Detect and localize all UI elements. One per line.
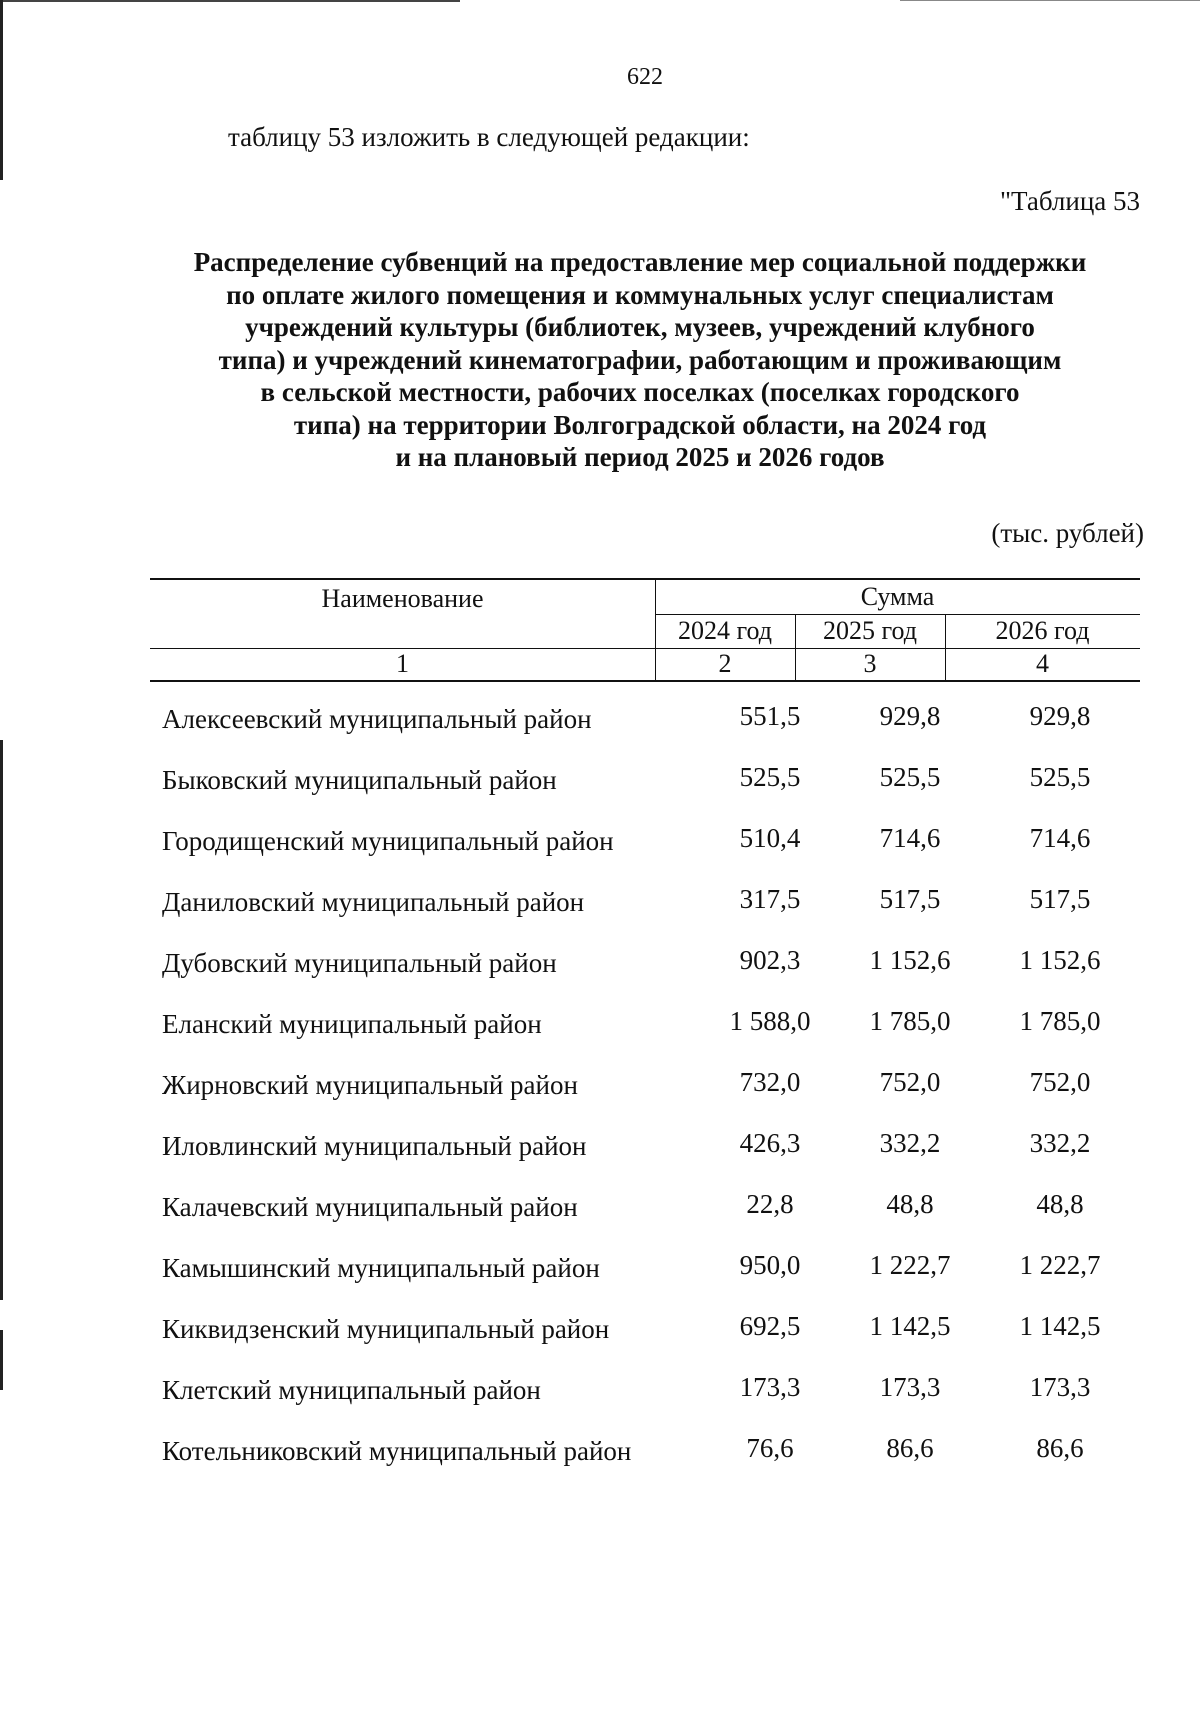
row-value-2024: 732,0: [739, 1067, 801, 1097]
row-value-2026: 1 152,6: [1019, 945, 1101, 975]
row-value-2026: 86,6: [1036, 1433, 1084, 1463]
row-value-2024: 173,3: [739, 1372, 801, 1402]
table-row: [150, 1189, 1140, 1232]
header-year-2024: 2024 год: [678, 616, 772, 645]
heading-line: в сельской местности, рабочих поселках (поселках городского: [260, 377, 1020, 407]
row-district-name: Котельниковский муниципальный район: [162, 1436, 632, 1466]
scan-edge-top: [0, 0, 460, 2]
row-district-name: Даниловский муниципальный район: [162, 887, 585, 917]
row-value-2024: 510,4: [739, 823, 801, 853]
row-district-name: Быковский муниципальный район: [162, 765, 557, 795]
row-district-name: Калачевский муниципальный район: [162, 1192, 578, 1222]
table-row: [150, 1006, 1140, 1049]
table-row: [150, 823, 1140, 866]
header-name: Наименование: [321, 584, 484, 613]
units-label: (тыс. рублей): [991, 518, 1144, 548]
row-value-2026: 332,2: [1029, 1128, 1091, 1158]
table-row: [150, 1128, 1140, 1171]
row-value-2025: 1 142,5: [869, 1311, 951, 1341]
row-value-2025: 525,5: [879, 762, 941, 792]
row-value-2024: 551,5: [739, 701, 801, 731]
scan-edge-left-lower: [0, 1330, 3, 1390]
row-value-2024: 1 588,0: [729, 1006, 811, 1036]
row-district-name: Жирновский муниципальный район: [162, 1070, 578, 1100]
row-value-2026: 173,3: [1029, 1372, 1091, 1402]
row-value-2025: 86,6: [886, 1433, 934, 1463]
heading-line: по оплате жилого помещения и коммунальных услуг специалистам: [226, 279, 1054, 310]
table-row: [150, 762, 1140, 805]
column-number-4: 4: [1036, 649, 1049, 678]
row-value-2026: 752,0: [1029, 1067, 1091, 1097]
table-row: [150, 1311, 1140, 1354]
column-number-3: 3: [863, 649, 877, 678]
table-row: [150, 701, 1140, 744]
column-number-1: 1: [396, 649, 409, 678]
header-sum: Сумма: [860, 582, 935, 611]
table-header: [150, 578, 1140, 686]
header-sum-rule: [655, 614, 1140, 615]
table-heading: [150, 246, 1130, 474]
header-year-2025: 2025 год: [823, 616, 917, 645]
row-value-2024: 22,8: [746, 1189, 794, 1219]
intro-text: таблицу 53 изложить в следующей редакции:: [228, 122, 750, 152]
row-value-2026: 1 142,5: [1019, 1311, 1101, 1341]
row-value-2025: 1 152,6: [869, 945, 951, 975]
table-row: [150, 1433, 1140, 1476]
row-district-name: Киквидзенский муниципальный район: [162, 1314, 610, 1344]
header-year-2026: 2026 год: [995, 616, 1090, 645]
header-bottom-rule: [150, 680, 1140, 682]
heading-line: учреждений культуры (библиотек, музеев, учреждений клубного: [245, 312, 1035, 342]
heading-line: типа) на территории Волгоградской области, на 2024 год: [293, 409, 987, 440]
heading-line: типа) и учреждений кинематографии, работающим и проживающим: [218, 344, 1062, 375]
row-value-2024: 317,5: [739, 884, 801, 914]
table-row: [150, 1372, 1140, 1415]
row-district-name: Дубовский муниципальный район: [162, 948, 557, 978]
table-row: [150, 1067, 1140, 1110]
row-value-2026: 48,8: [1036, 1189, 1084, 1219]
row-value-2025: 929,8: [879, 701, 941, 731]
row-value-2024: 692,5: [739, 1311, 801, 1341]
row-value-2025: 517,5: [879, 884, 941, 914]
row-value-2025: 752,0: [879, 1067, 941, 1097]
page-number: 622: [627, 64, 663, 90]
heading-line: Распределение субвенций на предоставление мер социальной поддержки: [193, 247, 1087, 277]
row-value-2024: 525,5: [739, 762, 801, 792]
row-district-name: Клетский муниципальный район: [162, 1375, 541, 1405]
row-value-2025: 1 785,0: [869, 1006, 951, 1036]
row-value-2024: 76,6: [746, 1433, 794, 1463]
row-value-2026: 1 785,0: [1019, 1006, 1101, 1036]
row-value-2025: 714,6: [879, 823, 941, 853]
column-number-2: 2: [718, 649, 732, 678]
row-value-2026: 714,6: [1029, 823, 1091, 853]
row-district-name: Еланский муниципальный район: [162, 1009, 542, 1039]
row-value-2026: 1 222,7: [1019, 1250, 1101, 1280]
row-district-name: Городищенский муниципальный район: [162, 826, 614, 856]
row-district-name: Камышинский муниципальный район: [162, 1253, 600, 1283]
table-label: "Таблица 53: [1000, 186, 1140, 216]
heading-line: и на плановый период 2025 и 2026 годов: [395, 442, 885, 472]
row-district-name: Иловлинский муниципальный район: [162, 1131, 587, 1161]
row-district-name: Алексеевский муниципальный район: [162, 704, 592, 734]
row-value-2026: 929,8: [1029, 701, 1091, 731]
row-value-2026: 525,5: [1029, 762, 1091, 792]
table-row: [150, 945, 1140, 988]
row-value-2024: 950,0: [739, 1250, 801, 1280]
row-value-2025: 48,8: [886, 1189, 934, 1219]
row-value-2025: 1 222,7: [869, 1250, 951, 1280]
header-top-rule: [150, 578, 1140, 580]
row-value-2024: 902,3: [739, 945, 801, 975]
row-value-2025: 173,3: [879, 1372, 941, 1402]
row-value-2024: 426,3: [739, 1128, 801, 1158]
table-row: [150, 1250, 1140, 1293]
row-value-2025: 332,2: [879, 1128, 941, 1158]
row-value-2026: 517,5: [1029, 884, 1091, 914]
scan-edge-top-right: [900, 0, 1200, 1]
table-row: [150, 884, 1140, 927]
scan-edge-left-middle: [0, 740, 3, 1300]
